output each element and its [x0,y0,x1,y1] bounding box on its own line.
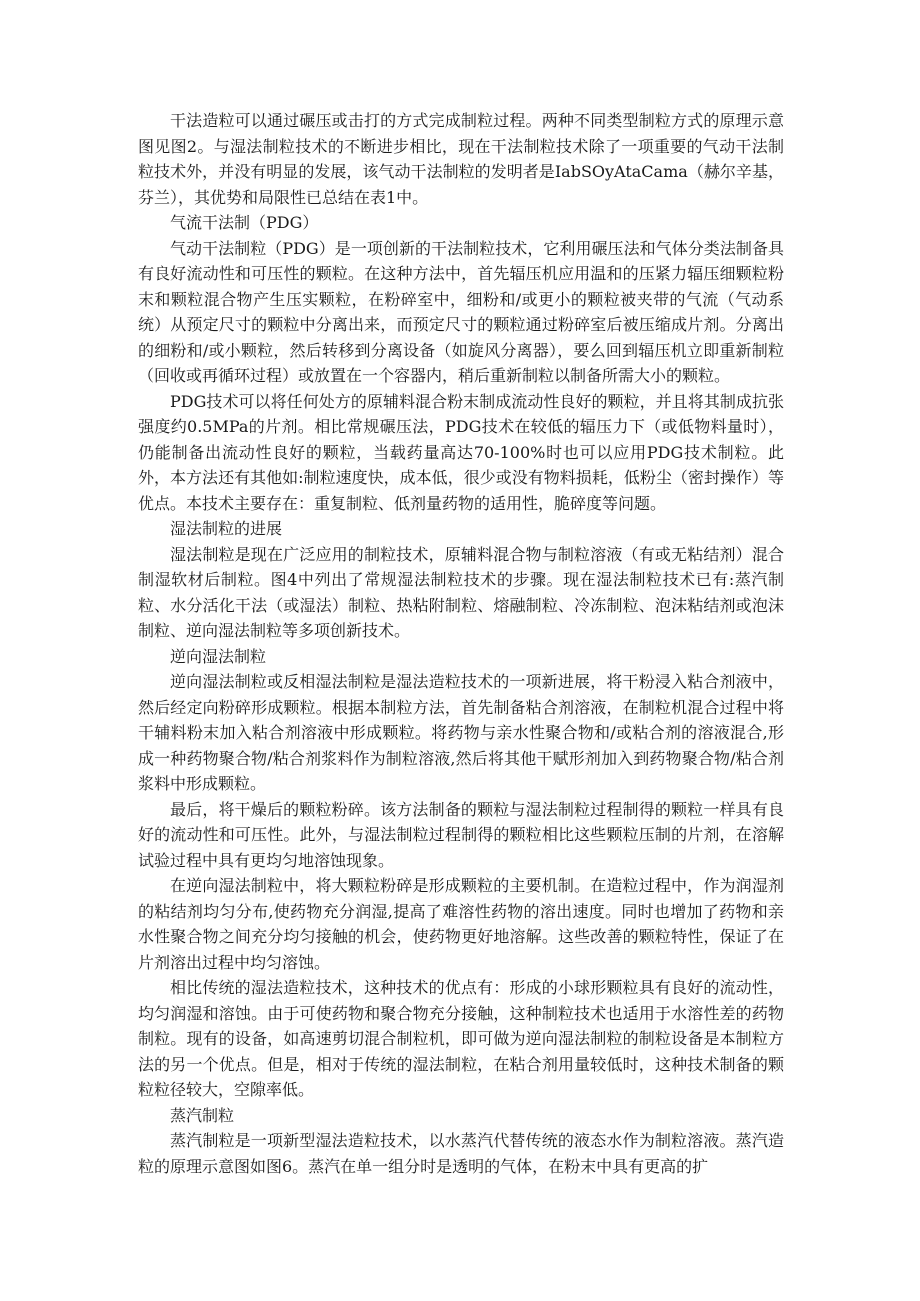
paragraph-pdg-description: 气动干法制粒（PDG）是一项创新的干法制粒技术，它利用碾压法和气体分类法制备具有良好流动性和可压性的颗粒。在这种方法中，首先辐压机应用温和的压紧力辐压细颗粒粉末和颗粒混合物产生压实颗粒，在粉碎室中，细粉和/或更小的颗粒被夹带的气流（气动系统）从预定尺寸的颗粒中分离出来，而预定尺寸的颗粒通过粉碎室后被压缩成片剂。分离出的细粉和/或小颗粒，然后转移到分离设备（如旋风分离器），要么回到辐压机立即重新制粒（回收或再循环过程）或放置在一个容器内，稍后重新制粒以制备所需大小的颗粒。 [138,238,784,385]
paragraph-wet-granulation: 湿法制粒是现在广泛应用的制粒技术，原辅料混合物与制粒溶液（有或无粘结剂）混合制湿软材后制粒。图4中列出了常规湿法制粒技术的步骤。现在湿法制粒技术已有:蒸汽制粒、水分活化干法（或湿法）制粒、热粘附制粒、熔融制粒、冷冻制粒、泡沫粘结剂或泡沫制粒、逆向湿法制粒等多项创新技术。 [138,544,784,640]
paragraph-steam-granulation: 蒸汽制粒是一项新型湿法造粒技术，以水蒸汽代替传统的液态水作为制粒溶液。蒸汽造粒的原理示意图如图6。蒸汽在单一组分时是透明的气体，在粉末中具有更高的扩 [138,1131,784,1176]
paragraph-reverse-wet-mechanism: 在逆向湿法制粒中，将大颗粒粉碎是形成颗粒的主要机制。在造粒过程中，作为润湿剂的粘结剂均匀分布,使药物充分润湿,提高了难溶性药物的溶出速度。同时也增加了药物和亲水性聚合物之间充分均匀接触的机会，使药物更好地溶解。这些改善的颗粒特性，保证了在片剂溶出过程中均匀溶蚀。 [138,876,784,972]
heading-reverse-wet-granulation: 逆向湿法制粒 [170,646,267,666]
paragraph-reverse-wet-method: 逆向湿法制粒或反相湿法制粒是湿法造粒技术的一项新进展，将干粉浸入粘合剂液中，然后经定向粉碎形成颗粒。根据本制粒方法，首先制备粘合剂溶液，在制粒机混合过程中将干辅料粉末加入粘合剂溶液中形成颗粒。将药物与亲水性聚合物和/或粘合剂的溶液混合,形成一种药物聚合物/粘合剂浆料作为制粒溶液,然后将其他干赋形剂加入到药物聚合物/粘合剂浆料中形成颗粒。 [138,672,784,793]
heading-pdg: 气流干法制（PDG） [170,213,319,232]
paragraph-pdg-advantages: PDG技术可以将任何处方的原辅料混合粉末制成流动性良好的颗粒，并且将其制成抗张强度约0.5MPa的片剂。相比常规碾压法，PDG技术在较低的辐压力下（或低物料量时），仍能制备出流动性良好的颗粒，当载药量高达70-100%时也可以应用PDG技术制粒。此外，本方法还有其他如:制粒速度快，成本低，很少或没有物料损耗，低粉尘（密封操作）等优点。本技术主要存在：重复制粒、低剂量药物的适用性，脆碎度等问题。 [138,391,784,513]
paragraph-reverse-wet-comparison: 相比传统的湿法造粒技术，这种技术的优点有：形成的小球形颗粒具有良好的流动性，均匀润湿和溶蚀。由于可使药物和聚合物充分接触，这种制粒技术也适用于水溶性差的药物制粒。现有的设备，如高速剪切混合制粒机，即可做为逆向湿法制粒的制粒设备是本制粒方法的另一个优点。但是，相对于传统的湿法制粒，在粘合剂用量较低时，这种技术制备的颗粒粒径较大，空隙率低。 [138,978,784,1099]
paragraph-reverse-wet-result: 最后，将干燥后的颗粒粉碎。该方法制备的颗粒与湿法制粒过程制得的颗粒一样具有良好的流动性和可压性。此外，与湿法制粒过程制得的颗粒相比这些颗粒压制的片剂，在溶解试验过程中具有更均匀地溶蚀现象。 [138,799,784,870]
heading-steam-granulation: 蒸汽制粒 [170,1105,235,1125]
document-page [138,108,784,1179]
paragraph-dry-granulation-intro: 干法造粒可以通过碾压或击打的方式完成制粒过程。两种不同类型制粒方式的原理示意图见图2。与湿法制粒技术的不断进步相比，现在干法制粒技术除了一项重要的气动干法制粒技术外，并没有明显的发展，该气动干法制粒的发明者是IabSOyAtaCama（赫尔辛基，芬兰），其优势和局限性已总结在表1中。 [138,111,784,207]
heading-wet-granulation-progress: 湿法制粒的进展 [170,519,283,538]
